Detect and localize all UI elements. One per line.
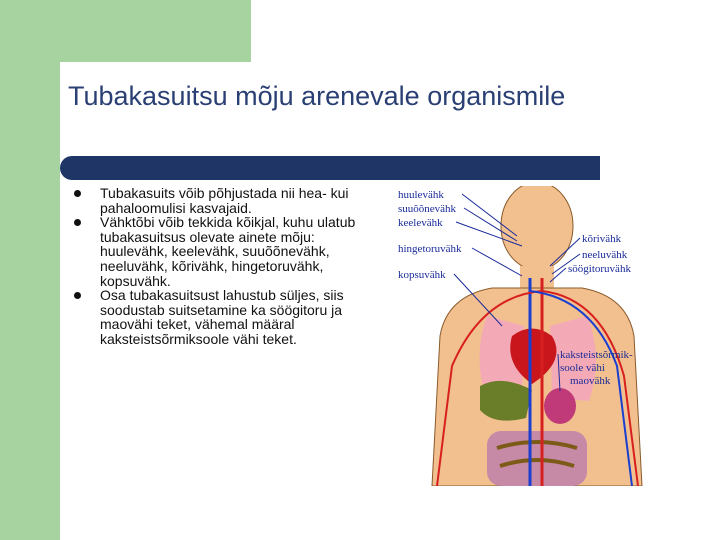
left-accent-band <box>0 0 60 540</box>
label-huulevahk: huulevähk <box>398 189 444 201</box>
bullet-icon <box>74 292 81 299</box>
label-maovahk: maovähk <box>570 375 611 387</box>
label-kopsuvahk: kopsuvähk <box>398 269 446 281</box>
bullet-item: Tubakasuits võib põhjustada nii hea- kui pahaloomulisi kasvajaid. <box>72 186 372 215</box>
label-korivahk: kõrivähk <box>582 233 622 245</box>
title-divider <box>60 156 600 180</box>
bullet-list <box>72 186 372 347</box>
bullet-icon <box>74 219 81 226</box>
stomach <box>544 388 576 424</box>
bullet-item: Osa tubakasuitsust lahustub süljes, siis soodustab suitsetamine ka söögitoru ja maovähi teket, vähemal määral kaksteistsõrmiksoole vähi teket. <box>72 288 372 346</box>
label-hingetoruvahk: hingetoruvähk <box>398 243 462 255</box>
anatomy-illustration <box>392 186 662 486</box>
label-kaksteistsormik-2: soole vähi <box>560 362 605 374</box>
label-suuoonevahk: suuõõnevähk <box>398 203 457 215</box>
top-accent-band <box>60 0 251 62</box>
label-sooogitoruvahk: söögitoruvähk <box>568 263 631 275</box>
label-kaksteistsormik-1: kaksteistsõrmik- <box>560 349 633 361</box>
label-keelevahk: keelevähk <box>398 217 443 229</box>
bullet-item: Vähktõbi võib tekkida kõikjal, kuhu ulatub tubakasuitsus olevate ainete mõju: huulevähk, keelevähk, suuõõnevähk, neeluvähk, kõrivähk, hingetoruvähk, kopsuvähk. <box>72 215 372 288</box>
label-neeluvahk: neeluvähk <box>582 249 628 261</box>
slide-title: Tubakasuitsu mõju arenevale organismile <box>68 81 566 111</box>
liver <box>480 381 532 421</box>
intestines <box>487 431 587 486</box>
anatomy-svg <box>392 186 662 486</box>
bullet-icon <box>74 190 81 197</box>
